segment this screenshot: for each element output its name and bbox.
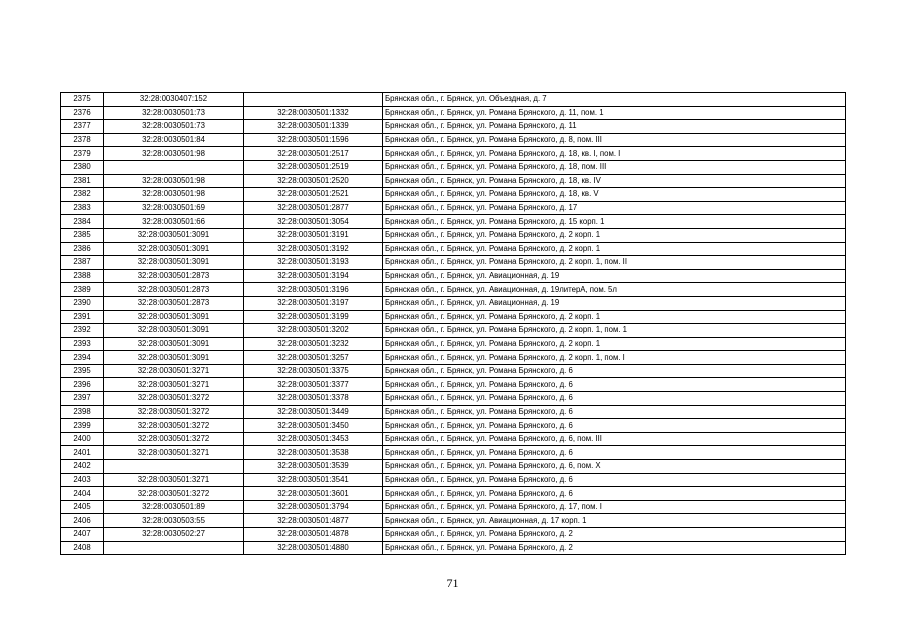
object-cadastral-number-cell: 32:28:0030501:4877 bbox=[244, 514, 383, 528]
row-number-cell: 2393 bbox=[61, 337, 104, 351]
table-row bbox=[61, 500, 846, 514]
table-row bbox=[61, 120, 846, 134]
row-number-cell: 2383 bbox=[61, 201, 104, 215]
row-number-cell: 2380 bbox=[61, 160, 104, 174]
land-cadastral-number-cell: 32:28:0030501:98 bbox=[104, 188, 244, 202]
address-cell: Брянская обл., г. Брянск, ул. Авиационная, д. 17 корп. 1 bbox=[383, 514, 846, 528]
land-cadastral-number-cell: 32:28:0030501:73 bbox=[104, 106, 244, 120]
table-row bbox=[61, 460, 846, 474]
object-cadastral-number-cell: 32:28:0030501:3202 bbox=[244, 324, 383, 338]
address-cell: Брянская обл., г. Брянск, ул. Авиационная, д. 19 bbox=[383, 269, 846, 283]
object-cadastral-number-cell: 32:28:0030501:3378 bbox=[244, 392, 383, 406]
table-row bbox=[61, 473, 846, 487]
object-cadastral-number-cell: 32:28:0030501:2877 bbox=[244, 201, 383, 215]
table-row bbox=[61, 514, 846, 528]
land-cadastral-number-cell: 32:28:0030501:3091 bbox=[104, 324, 244, 338]
table-row bbox=[61, 133, 846, 147]
table-row bbox=[61, 541, 846, 555]
land-cadastral-number-cell: 32:28:0030501:3271 bbox=[104, 364, 244, 378]
address-cell: Брянская обл., г. Брянск, ул. Романа Брянского, д. 6 bbox=[383, 419, 846, 433]
row-number-cell: 2384 bbox=[61, 215, 104, 229]
row-number-cell: 2408 bbox=[61, 541, 104, 555]
object-cadastral-number-cell: 32:28:0030501:1596 bbox=[244, 133, 383, 147]
row-number-cell: 2389 bbox=[61, 283, 104, 297]
object-cadastral-number-cell: 32:28:0030501:3054 bbox=[244, 215, 383, 229]
table-row bbox=[61, 487, 846, 501]
table-row bbox=[61, 215, 846, 229]
land-cadastral-number-cell: 32:28:0030501:3091 bbox=[104, 310, 244, 324]
address-cell: Брянская обл., г. Брянск, ул. Романа Брянского, д. 11, пом. 1 bbox=[383, 106, 846, 120]
address-cell: Брянская обл., г. Брянск, ул. Романа Брянского, д. 18, кв. I, пом. I bbox=[383, 147, 846, 161]
land-cadastral-number-cell: 32:28:0030501:3272 bbox=[104, 487, 244, 501]
row-number-cell: 2396 bbox=[61, 378, 104, 392]
table-row bbox=[61, 147, 846, 161]
address-cell: Брянская обл., г. Брянск, ул. Романа Брянского, д. 2 bbox=[383, 541, 846, 555]
object-cadastral-number-cell: 32:28:0030501:3375 bbox=[244, 364, 383, 378]
row-number-cell: 2395 bbox=[61, 364, 104, 378]
object-cadastral-number-cell: 32:28:0030501:3539 bbox=[244, 460, 383, 474]
table-row bbox=[61, 528, 846, 542]
row-number-cell: 2392 bbox=[61, 324, 104, 338]
address-cell: Брянская обл., г. Брянск, ул. Романа Брянского, д. 6 bbox=[383, 378, 846, 392]
table-row bbox=[61, 337, 846, 351]
object-cadastral-number-cell: 32:28:0030501:3538 bbox=[244, 446, 383, 460]
address-cell: Брянская обл., г. Брянск, ул. Романа Брянского, д. 6 bbox=[383, 487, 846, 501]
object-cadastral-number-cell: 32:28:0030501:1339 bbox=[244, 120, 383, 134]
land-cadastral-number-cell: 32:28:0030501:3271 bbox=[104, 378, 244, 392]
land-cadastral-number-cell: 32:28:0030501:2873 bbox=[104, 296, 244, 310]
object-cadastral-number-cell: 32:28:0030501:3197 bbox=[244, 296, 383, 310]
table-row bbox=[61, 106, 846, 120]
object-cadastral-number-cell: 32:28:0030501:3194 bbox=[244, 269, 383, 283]
table-row bbox=[61, 392, 846, 406]
land-cadastral-number-cell: 32:28:0030501:98 bbox=[104, 147, 244, 161]
row-number-cell: 2391 bbox=[61, 310, 104, 324]
land-cadastral-number-cell: 32:28:0030501:3272 bbox=[104, 432, 244, 446]
table-row bbox=[61, 201, 846, 215]
address-cell: Брянская обл., г. Брянск, ул. Романа Брянского, д. 17 bbox=[383, 201, 846, 215]
land-cadastral-number-cell bbox=[104, 460, 244, 474]
table-row bbox=[61, 378, 846, 392]
object-cadastral-number-cell: 32:28:0030501:2521 bbox=[244, 188, 383, 202]
row-number-cell: 2385 bbox=[61, 228, 104, 242]
address-cell: Брянская обл., г. Брянск, ул. Романа Брянского, д. 2 корп. 1, пом. 1 bbox=[383, 324, 846, 338]
object-cadastral-number-cell: 32:28:0030501:3232 bbox=[244, 337, 383, 351]
address-cell: Брянская обл., г. Брянск, ул. Романа Брянского, д. 2 корп. 1 bbox=[383, 310, 846, 324]
table-row bbox=[61, 174, 846, 188]
land-cadastral-number-cell: 32:28:0030501:98 bbox=[104, 174, 244, 188]
object-cadastral-number-cell: 32:28:0030501:2519 bbox=[244, 160, 383, 174]
address-cell: Брянская обл., г. Брянск, ул. Романа Брянского, д. 6 bbox=[383, 364, 846, 378]
land-cadastral-number-cell: 32:28:0030501:69 bbox=[104, 201, 244, 215]
address-cell: Брянская обл., г. Брянск, ул. Романа Брянского, д. 2 корп. 1 bbox=[383, 337, 846, 351]
row-number-cell: 2407 bbox=[61, 528, 104, 542]
row-number-cell: 2377 bbox=[61, 120, 104, 134]
land-cadastral-number-cell bbox=[104, 541, 244, 555]
address-cell: Брянская обл., г. Брянск, ул. Романа Брянского, д. 8, пом. III bbox=[383, 133, 846, 147]
object-cadastral-number-cell: 32:28:0030501:1332 bbox=[244, 106, 383, 120]
table-row bbox=[61, 93, 846, 107]
object-cadastral-number-cell: 32:28:0030501:3541 bbox=[244, 473, 383, 487]
row-number-cell: 2398 bbox=[61, 405, 104, 419]
land-cadastral-number-cell: 32:28:0030501:3091 bbox=[104, 256, 244, 270]
land-cadastral-number-cell bbox=[104, 160, 244, 174]
address-cell: Брянская обл., г. Брянск, ул. Романа Брянского, д. 18, кв. V bbox=[383, 188, 846, 202]
table-row bbox=[61, 269, 846, 283]
row-number-cell: 2388 bbox=[61, 269, 104, 283]
address-cell: Брянская обл., г. Брянск, ул. Романа Брянского, д. 6 bbox=[383, 446, 846, 460]
address-cell: Брянская обл., г. Брянск, ул. Романа Брянского, д. 6, пом. III bbox=[383, 432, 846, 446]
object-cadastral-number-cell: 32:28:0030501:2517 bbox=[244, 147, 383, 161]
address-cell: Брянская обл., г. Брянск, ул. Авиационная, д. 19литерA, пом. 5л bbox=[383, 283, 846, 297]
table-row bbox=[61, 446, 846, 460]
table-row bbox=[61, 432, 846, 446]
row-number-cell: 2401 bbox=[61, 446, 104, 460]
land-cadastral-number-cell: 32:28:0030501:3272 bbox=[104, 392, 244, 406]
object-cadastral-number-cell: 32:28:0030501:3192 bbox=[244, 242, 383, 256]
table-row bbox=[61, 228, 846, 242]
object-cadastral-number-cell: 32:28:0030501:3191 bbox=[244, 228, 383, 242]
object-cadastral-number-cell: 32:28:0030501:3449 bbox=[244, 405, 383, 419]
address-cell: Брянская обл., г. Брянск, ул. Объездная, д. 7 bbox=[383, 93, 846, 107]
table-row bbox=[61, 296, 846, 310]
land-cadastral-number-cell: 32:28:0030501:3091 bbox=[104, 351, 244, 365]
land-cadastral-number-cell: 32:28:0030501:3272 bbox=[104, 405, 244, 419]
address-cell: Брянская обл., г. Брянск, ул. Романа Брянского, д. 15 корп. 1 bbox=[383, 215, 846, 229]
row-number-cell: 2400 bbox=[61, 432, 104, 446]
address-cell: Брянская обл., г. Брянск, ул. Романа Брянского, д. 2 bbox=[383, 528, 846, 542]
table-row bbox=[61, 419, 846, 433]
land-cadastral-number-cell: 32:28:0030501:66 bbox=[104, 215, 244, 229]
land-cadastral-number-cell: 32:28:0030502:27 bbox=[104, 528, 244, 542]
row-number-cell: 2378 bbox=[61, 133, 104, 147]
row-number-cell: 2375 bbox=[61, 93, 104, 107]
table-row bbox=[61, 351, 846, 365]
land-cadastral-number-cell: 32:28:0030501:2873 bbox=[104, 269, 244, 283]
row-number-cell: 2394 bbox=[61, 351, 104, 365]
address-cell: Брянская обл., г. Брянск, ул. Авиационная, д. 19 bbox=[383, 296, 846, 310]
address-cell: Брянская обл., г. Брянск, ул. Романа Брянского, д. 17, пом. I bbox=[383, 500, 846, 514]
land-cadastral-number-cell: 32:28:0030501:3272 bbox=[104, 419, 244, 433]
address-cell: Брянская обл., г. Брянск, ул. Романа Брянского, д. 2 корп. 1, пом. II bbox=[383, 256, 846, 270]
object-cadastral-number-cell: 32:28:0030501:3199 bbox=[244, 310, 383, 324]
address-cell: Брянская обл., г. Брянск, ул. Романа Брянского, д. 18, кв. IV bbox=[383, 174, 846, 188]
object-cadastral-number-cell: 32:28:0030501:4878 bbox=[244, 528, 383, 542]
row-number-cell: 2397 bbox=[61, 392, 104, 406]
row-number-cell: 2406 bbox=[61, 514, 104, 528]
table-row bbox=[61, 310, 846, 324]
land-cadastral-number-cell: 32:28:0030501:3271 bbox=[104, 446, 244, 460]
table-row bbox=[61, 256, 846, 270]
address-cell: Брянская обл., г. Брянск, ул. Романа Брянского, д. 6 bbox=[383, 392, 846, 406]
row-number-cell: 2403 bbox=[61, 473, 104, 487]
table-row bbox=[61, 242, 846, 256]
object-cadastral-number-cell: 32:28:0030501:3257 bbox=[244, 351, 383, 365]
land-cadastral-number-cell: 32:28:0030407:152 bbox=[104, 93, 244, 107]
land-cadastral-number-cell: 32:28:0030501:3091 bbox=[104, 337, 244, 351]
address-cell: Брянская обл., г. Брянск, ул. Романа Брянского, д. 6 bbox=[383, 473, 846, 487]
object-cadastral-number-cell: 32:28:0030501:3193 bbox=[244, 256, 383, 270]
land-cadastral-number-cell: 32:28:0030503:55 bbox=[104, 514, 244, 528]
row-number-cell: 2379 bbox=[61, 147, 104, 161]
table-row bbox=[61, 405, 846, 419]
object-cadastral-number-cell: 32:28:0030501:3453 bbox=[244, 432, 383, 446]
row-number-cell: 2405 bbox=[61, 500, 104, 514]
land-cadastral-number-cell: 32:28:0030501:3091 bbox=[104, 242, 244, 256]
object-cadastral-number-cell: 32:28:0030501:3601 bbox=[244, 487, 383, 501]
land-cadastral-number-cell: 32:28:0030501:84 bbox=[104, 133, 244, 147]
object-cadastral-number-cell: 32:28:0030501:2520 bbox=[244, 174, 383, 188]
row-number-cell: 2402 bbox=[61, 460, 104, 474]
land-cadastral-number-cell: 32:28:0030501:3271 bbox=[104, 473, 244, 487]
address-cell: Брянская обл., г. Брянск, ул. Романа Брянского, д. 2 корп. 1, пом. I bbox=[383, 351, 846, 365]
row-number-cell: 2386 bbox=[61, 242, 104, 256]
land-cadastral-number-cell: 32:28:0030501:89 bbox=[104, 500, 244, 514]
row-number-cell: 2381 bbox=[61, 174, 104, 188]
table-row bbox=[61, 324, 846, 338]
row-number-cell: 2376 bbox=[61, 106, 104, 120]
land-cadastral-number-cell: 32:28:0030501:73 bbox=[104, 120, 244, 134]
object-cadastral-number-cell: 32:28:0030501:4880 bbox=[244, 541, 383, 555]
cadastral-table bbox=[60, 92, 846, 555]
object-cadastral-number-cell: 32:28:0030501:3377 bbox=[244, 378, 383, 392]
table-row bbox=[61, 160, 846, 174]
address-cell: Брянская обл., г. Брянск, ул. Романа Брянского, д. 6 bbox=[383, 405, 846, 419]
table-body bbox=[61, 93, 846, 555]
page-number: 71 bbox=[446, 576, 459, 590]
address-cell: Брянская обл., г. Брянск, ул. Романа Брянского, д. 18, пом. III bbox=[383, 160, 846, 174]
row-number-cell: 2404 bbox=[61, 487, 104, 501]
row-number-cell: 2382 bbox=[61, 188, 104, 202]
row-number-cell: 2387 bbox=[61, 256, 104, 270]
object-cadastral-number-cell: 32:28:0030501:3794 bbox=[244, 500, 383, 514]
address-cell: Брянская обл., г. Брянск, ул. Романа Брянского, д. 11 bbox=[383, 120, 846, 134]
table-row bbox=[61, 188, 846, 202]
land-cadastral-number-cell: 32:28:0030501:2873 bbox=[104, 283, 244, 297]
row-number-cell: 2390 bbox=[61, 296, 104, 310]
row-number-cell: 2399 bbox=[61, 419, 104, 433]
table-row bbox=[61, 364, 846, 378]
land-cadastral-number-cell: 32:28:0030501:3091 bbox=[104, 228, 244, 242]
address-cell: Брянская обл., г. Брянск, ул. Романа Брянского, д. 2 корп. 1 bbox=[383, 228, 846, 242]
address-cell: Брянская обл., г. Брянск, ул. Романа Брянского, д. 6, пом. X bbox=[383, 460, 846, 474]
object-cadastral-number-cell: 32:28:0030501:3450 bbox=[244, 419, 383, 433]
table-row bbox=[61, 283, 846, 297]
address-cell: Брянская обл., г. Брянск, ул. Романа Брянского, д. 2 корп. 1 bbox=[383, 242, 846, 256]
object-cadastral-number-cell bbox=[244, 93, 383, 107]
object-cadastral-number-cell: 32:28:0030501:3196 bbox=[244, 283, 383, 297]
